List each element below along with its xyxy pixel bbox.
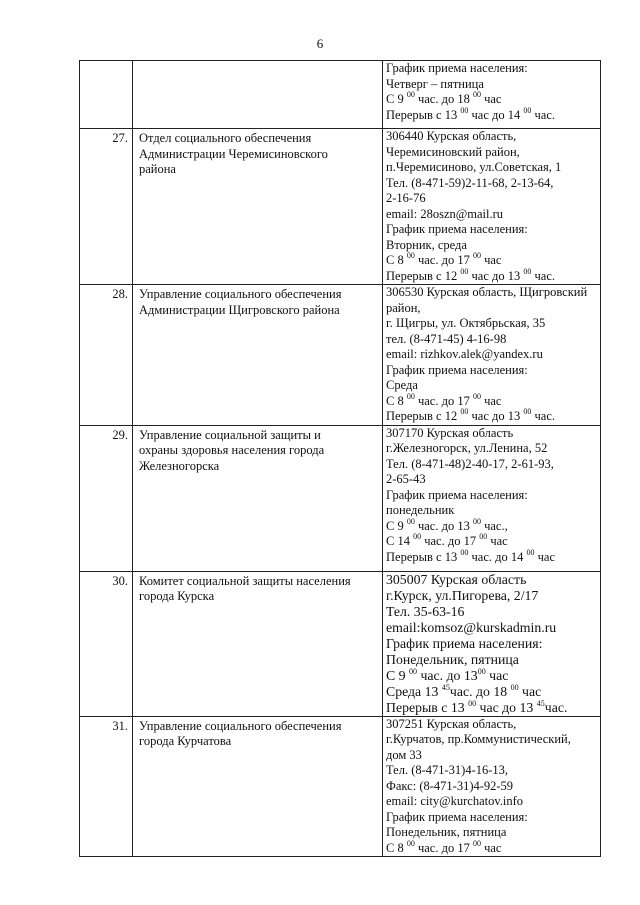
- name-line: Комитет социальной защиты населения: [139, 573, 351, 588]
- contact-line: email: 28oszn@mail.ru: [386, 206, 504, 221]
- superscript-minutes: 00: [472, 516, 481, 526]
- superscript-minutes: 00: [472, 838, 481, 848]
- superscript-minutes: 00: [526, 547, 535, 557]
- contact-line: С 9 $^{00}$ час. до $13^{00}$ час: [386, 666, 509, 683]
- name-line: города Курска: [139, 589, 215, 603]
- superscript-minutes: 00: [460, 266, 469, 276]
- name-line: охраны здоровья населения города: [139, 443, 325, 457]
- name-line: Отдел социального обеспечения: [139, 131, 312, 145]
- row-number: 27.: [80, 129, 133, 285]
- contact-line: email: city@kurchatov.info: [386, 794, 524, 808]
- superscript-minutes: 00: [413, 532, 422, 541]
- contact-line: Тел. (8-471-31)4-16-13,: [386, 763, 509, 777]
- contact-line: 307251 Курская область,: [386, 716, 517, 731]
- institution-name: [133, 129, 383, 285]
- contact-line: Перерыв с 12 $^{00}$ час до 13 $^{00}$ час.: [386, 266, 555, 283]
- name-line: Управление социального обеспечения: [139, 718, 342, 733]
- contact-line: дом 33: [386, 747, 422, 762]
- name-line: Железногорска: [139, 458, 220, 473]
- page-number: 6: [316, 36, 324, 51]
- contact-line: Среда: [386, 378, 418, 392]
- superscript-minutes: 00: [409, 666, 417, 676]
- superscript-minutes: 00: [460, 105, 469, 115]
- name-line: Управление социальной защиты и: [139, 427, 321, 442]
- contact-line: Понедельник, пятница: [386, 651, 519, 667]
- contact-line: email: rizhkov.alek@yandex.ru: [386, 347, 543, 361]
- row-number: 28.: [80, 285, 133, 426]
- superscript-minutes: 00: [406, 516, 415, 526]
- contact-line: Понедельник, пятница: [386, 825, 507, 839]
- name-line: Администрации Черемисиновского: [139, 146, 328, 161]
- superscript-minutes: 00: [479, 532, 488, 541]
- superscript-minutes: 45: [536, 698, 545, 708]
- superscript-minutes: 00: [523, 105, 532, 115]
- table-row: [80, 129, 601, 285]
- contact-line: С 9 $^{00}$ час. до 18 $^{00}$ час: [386, 90, 502, 106]
- contact-info: [383, 285, 601, 426]
- superscript-minutes: 00: [406, 391, 415, 401]
- institution-name: [133, 425, 383, 571]
- contact-line: Перерыв с 13 $^{00}$ час. до 14 $^{00}$ час: [386, 547, 555, 564]
- table-row: [80, 61, 601, 129]
- contact-info: [383, 571, 601, 716]
- contact-line: Среда 13 $^{45}$час. до 18 $^{00}$ час: [386, 682, 542, 699]
- contact-line: Четверг – пятница: [386, 76, 484, 91]
- contact-line: 306440 Курская область,: [386, 129, 517, 143]
- superscript-minutes: 00: [523, 266, 532, 276]
- name-line: города Курчатова: [139, 734, 232, 748]
- row-number: [80, 61, 133, 129]
- contact-line: С 14 $^{00}$ час. до 17 $^{00}$ час: [386, 532, 508, 548]
- row-number: 30.: [80, 571, 133, 716]
- contact-line: Черемисиновский район,: [386, 144, 520, 159]
- name-line: Администрации Щигровского района: [139, 302, 340, 317]
- superscript-minutes: 00: [510, 682, 519, 692]
- superscript-minutes: 45: [441, 682, 450, 692]
- contact-line: График приема населения:: [386, 362, 528, 377]
- contact-line: 305007 Курская область: [386, 571, 527, 587]
- contact-line: 307170 Курская область: [386, 425, 514, 440]
- superscript-minutes: 00: [406, 90, 415, 99]
- contact-line: График приема населения:: [386, 61, 528, 75]
- superscript-minutes: 00: [406, 251, 415, 260]
- contact-info: [383, 425, 601, 571]
- contact-line: 2-65-43: [386, 472, 426, 486]
- name-line: района: [139, 162, 176, 176]
- superscript-minutes: 00: [472, 251, 481, 260]
- contact-line: График приема населения:: [386, 487, 528, 502]
- table-row: [80, 285, 601, 426]
- superscript-minutes: 00: [468, 698, 477, 708]
- superscript-minutes: 00: [477, 666, 486, 676]
- superscript-minutes: 00: [406, 838, 415, 848]
- contact-line: Перерыв с 12 $^{00}$ час до 13 $^{00}$ час.: [386, 407, 555, 423]
- institutions-table: [79, 60, 601, 857]
- row-number: 29.: [80, 425, 133, 571]
- contact-line: понедельник: [386, 503, 455, 517]
- institution-name: [133, 285, 383, 426]
- contact-line: тел. (8-471-45) 4-16-98: [386, 331, 507, 346]
- table-row: [80, 425, 601, 571]
- contact-line: График приема населения:: [386, 809, 528, 824]
- contact-line: Вторник, среда: [386, 237, 467, 252]
- contact-line: г.Железногорск, ул.Ленина, 52: [386, 441, 548, 455]
- contact-line: Перерыв с 13 $^{00}$ час до 14 $^{00}$ час.: [386, 105, 555, 122]
- contact-line: С 9 $^{00}$ час. до 13 $^{00}$ час.,: [386, 516, 508, 533]
- table-row: [80, 716, 601, 857]
- contact-line: п.Черемисиново, ул.Советская, 1: [386, 160, 562, 174]
- contact-info: [383, 61, 601, 129]
- contact-line: Факс: (8-471-31)4-92-59: [386, 778, 514, 793]
- contact-line: График приема населения:: [386, 222, 528, 236]
- contact-line: Тел. (8-471-59)2-11-68, 2-13-64,: [386, 175, 554, 190]
- contact-info: [383, 716, 601, 857]
- contact-line: С 8 $^{00}$ час. до 17 $^{00}$ час: [386, 838, 502, 855]
- institution-name: [133, 716, 383, 857]
- institution-name: [133, 61, 383, 129]
- name-line: Управление социального обеспечения: [139, 287, 342, 301]
- contact-line: 2-16-76: [386, 191, 426, 205]
- institution-name: [133, 571, 383, 716]
- table-row: [80, 571, 601, 716]
- contact-line: Перерыв с 13 $^{00}$ час до 13 $^{45}$час.: [386, 698, 568, 715]
- contact-line: email:komsoz@kurskadmin.ru: [386, 619, 557, 635]
- superscript-minutes: 00: [460, 407, 469, 416]
- contact-line: г. Щигры, ул. Октябрьская, 35: [386, 316, 546, 330]
- contact-line: г.Курчатов, пр.Коммунистический,: [386, 732, 571, 746]
- contact-line: район,: [386, 300, 421, 315]
- superscript-minutes: 00: [460, 547, 469, 557]
- superscript-minutes: 00: [523, 407, 532, 416]
- contact-line: Тел. (8-471-48)2-40-17, 2-61-93,: [386, 456, 554, 471]
- superscript-minutes: 00: [472, 391, 481, 401]
- superscript-minutes: 00: [472, 90, 481, 99]
- contact-line: График приема населения:: [386, 635, 543, 651]
- row-number: 31.: [80, 716, 133, 857]
- contact-line: Тел. 35-63-16: [386, 603, 465, 619]
- contact-line: 306530 Курская область, Щигровский: [386, 285, 588, 299]
- contact-line: С 8 $^{00}$ час. до 17 $^{00}$ час: [386, 391, 502, 408]
- contact-line: С 8 $^{00}$ час. до 17 $^{00}$ час: [386, 251, 502, 267]
- contact-info: [383, 129, 601, 285]
- contact-line: г.Курск, ул.Пигорева, 2/17: [386, 587, 539, 603]
